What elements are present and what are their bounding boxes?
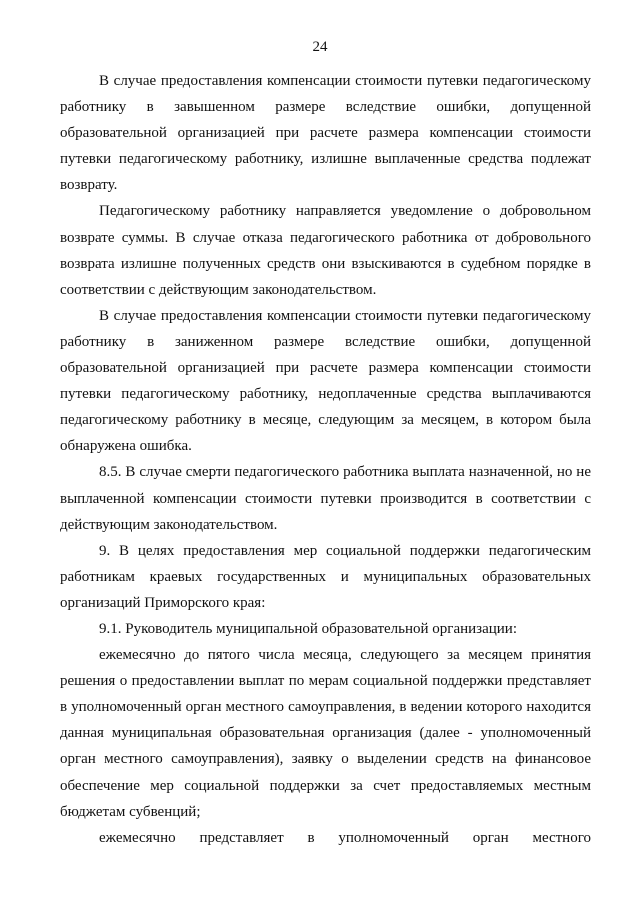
paragraph-9: 9. В целях предоставления мер социальной поддержки педагогическим работникам краевых государственных и муниципальных образовательных организаций Приморского края: [60, 542, 591, 611]
paragraph-9-1: 9.1. Руководитель муниципальной образовательной организации: [99, 620, 517, 637]
paragraph-8-5: 8.5. В случае смерти педагогического работника выплата назначенной, но не выплаченной компенсации стоимости путевки производится в соответствии с действующим законодательством. [60, 464, 591, 533]
paragraph-monthly-submit: ежемесячно представляет в уполномоченный орган местного [99, 829, 591, 846]
page-number: 24 [312, 39, 328, 55]
document-body [60, 68, 591, 851]
paragraph-overpayment: В случае предоставления компенсации стоимости путевки педагогическому работнику в завышенном размере вследствие ошибки, допущенной образовательной организацией при расчете размера компенсации стоимости путевки педагогическому работнику, излишне выплаченные средства подлежат возврату. [60, 73, 591, 194]
paragraph-underpayment: В случае предоставления компенсации стоимости путевки педагогическому работнику в заниженном размере вследствие ошибки, допущенной образовательной организацией при расчете размера компенсации стоимости путевки педагогическому работнику, недоплаченные средства выплачиваются педагогическому работнику в месяце, следующим за месяцем, в котором была обнаружена ошибка. [60, 307, 591, 455]
paragraph-monthly-request: ежемесячно до пятого числа месяца, следующего за месяцем принятия решения о предоставлении выплат по мерам социальной поддержки представляет в уполномоченный орган местного самоуправления, в ведении которого находится данная муниципальная образовательная организация (далее - уполномоченный орган местного самоуправления), заявку о выделении средств на финансовое обеспечение мер социальной поддержки за счет предоставляемых местным бюджетам субвенций; [60, 647, 591, 820]
paragraph-refund-notice: Педагогическому работнику направляется уведомление о добровольном возврате суммы. В случае отказа педагогического работника от добровольного возврата излишне полученных средств они взыскиваются в судебном порядке в соответствии с действующим законодательством. [60, 203, 591, 298]
